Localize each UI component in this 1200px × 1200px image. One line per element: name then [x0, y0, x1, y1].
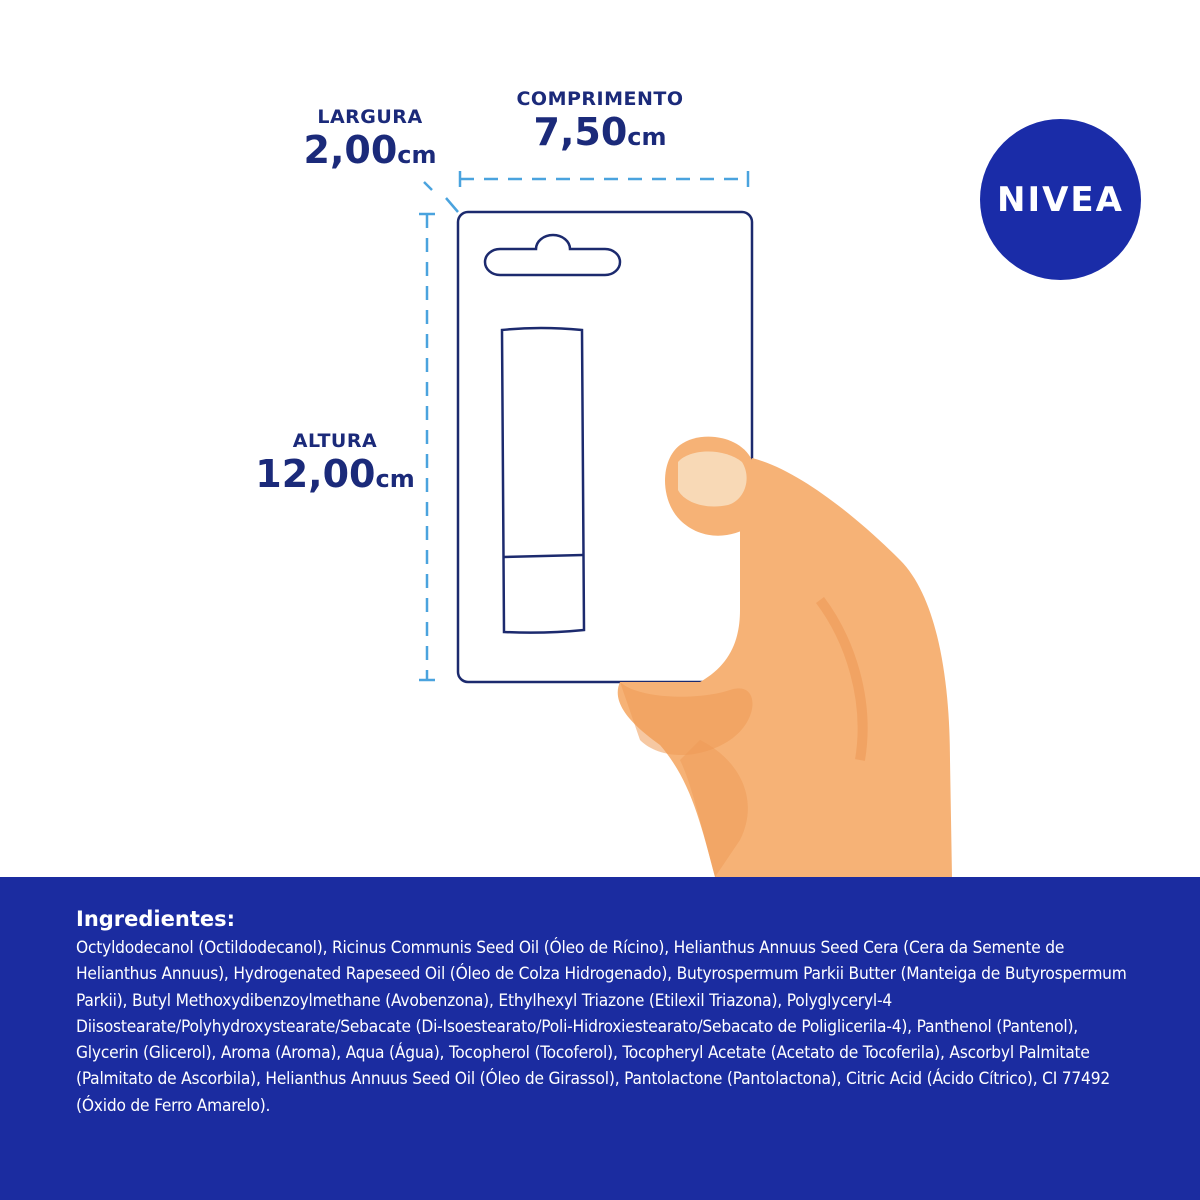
logo-text: NIVEA: [997, 179, 1124, 220]
height-value: 12,00: [255, 452, 376, 496]
width-dimension-line: [424, 182, 458, 212]
ingredients-title: Ingredientes:: [76, 907, 235, 931]
width-dimension-label: [290, 106, 450, 172]
height-dimension-label: [240, 430, 430, 496]
width-unit: cm: [397, 141, 437, 169]
length-value: 7,50: [533, 110, 628, 154]
width-label-name: LARGURA: [317, 106, 423, 128]
nivea-logo: [980, 119, 1141, 280]
length-dimension-line: [460, 171, 748, 187]
length-unit: cm: [627, 123, 667, 151]
ingredients-list: Octyldodecanol (Octildodecanol), Ricinus Communis Seed Oil (Óleo de Rícino), Helianthus Annuus Seed Cera (Cera da Semente de Helianthus Annuus), Hydrogenated Rapeseed Oil (Óleo de Colza Hidrogenado), Butyrospermum Parkii Butter (Manteiga de Butyrospermum Parkii), Butyl Methoxydibenzoylmethane (Avobenzona), Ethylhexyl Triazone (Etilexil Triazona), Polyglyceryl-4 Diisostearate/Polyhydroxystearate/Sebacate (Di-Isoestearato/Poli-Hidroxiestearato/Sebacato de Poliglicerila-4), Panthenol (Pantenol), Glycerin (Glicerol), Aroma (Aroma), Aqua (Água), Tocopherol (Tocoferol), Tocopheryl Acetate (Acetato de Tocoferila), Ascorbyl Palmitate (Palmitato de Ascorbila), Helianthus Annuus Seed Oil (Óleo de Girassol), Pantolactone (Pantolactona), Citric Acid (Ácido Cítrico), CI 77492 (Óxido de Ferro Amarelo).: [76, 938, 1127, 1116]
height-label-name: ALTURA: [292, 430, 378, 452]
length-dimension-label: [500, 88, 700, 154]
height-unit: cm: [375, 465, 415, 493]
ingredients-panel: [0, 877, 1200, 1200]
width-value: 2,00: [303, 128, 398, 172]
length-label-name: COMPRIMENTO: [516, 88, 684, 110]
